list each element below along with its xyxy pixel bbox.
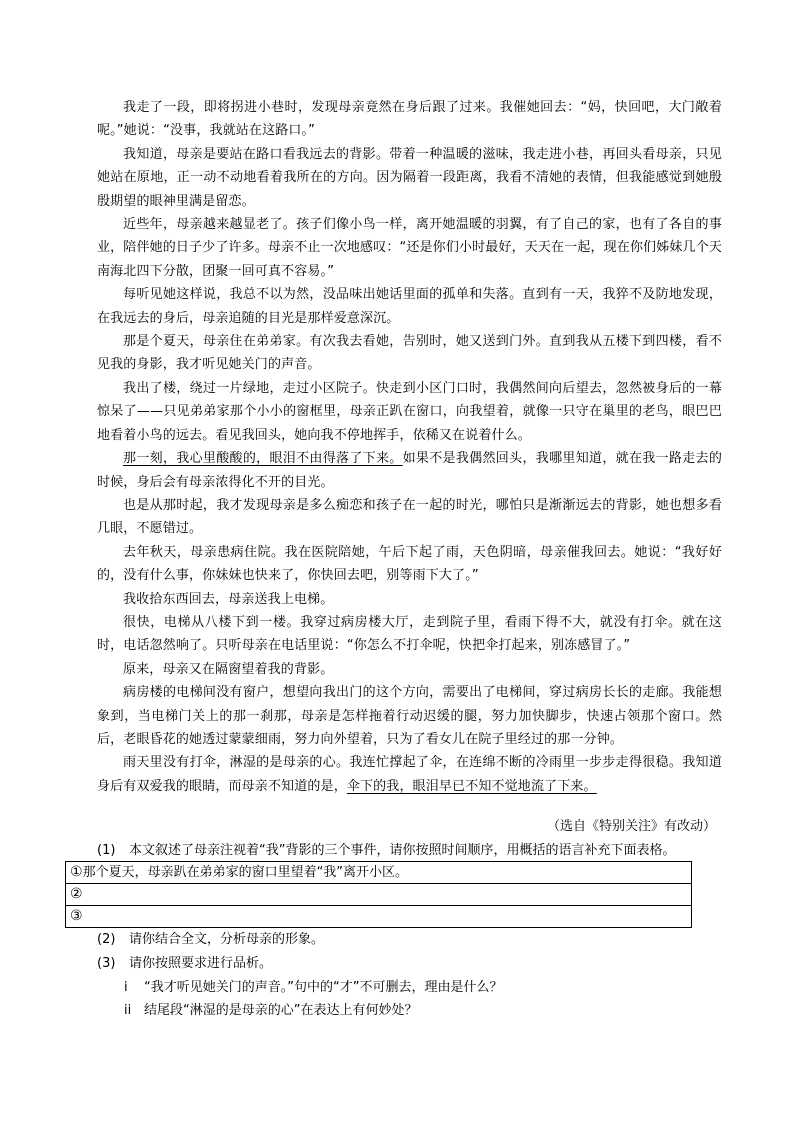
underlined-sentence: 那一刻，我心里酸酸的，眼泪不由得落了下来。 bbox=[123, 451, 403, 467]
underlined-sentence: 伞下的我，眼泪早已不知不觉地流了下来。 bbox=[346, 778, 597, 794]
question-number: (2) bbox=[97, 932, 116, 947]
cell-text: 那个夏天，母亲趴在弟弟家的窗口里望着“我”离开小区。 bbox=[82, 865, 409, 880]
table-row bbox=[66, 906, 692, 928]
sub-question-number: i bbox=[124, 980, 128, 995]
question-number: (1) bbox=[97, 843, 116, 858]
row-marker: ② bbox=[70, 886, 83, 902]
row-marker: ① bbox=[70, 864, 83, 880]
question-text: 本文叙述了母亲注视着“我”背影的三个事件，请你按照时间顺序，用概括的语言补充下面表格。 bbox=[129, 843, 676, 858]
paragraph-text: 如果不是我偶然回头，我哪里知道，就在我一路走去的时候，身后会有母亲浓得化不开的目光。 bbox=[97, 451, 722, 490]
reading-passage bbox=[97, 96, 722, 798]
table-row bbox=[66, 884, 692, 906]
sub-question-ii bbox=[124, 999, 417, 1022]
sub-question-number: ii bbox=[124, 1003, 132, 1018]
paragraph: 也是从那时起，我才发现母亲是多么痴恋和孩子在一起的时光，哪怕只是渐渐远去的背影，她也想多看几眼，不愿错过。 bbox=[97, 497, 722, 537]
table-cell[interactable] bbox=[66, 862, 692, 884]
paragraph: 病房楼的电梯间没有窗户，想望向我出门的这个方向，需要出了电梯间，穿过病房长长的走廊。我能想象到，当电梯门关上的那一刹那，母亲是怎样拖着行动迟缓的腿，努力加快脚步，快速占领那个窗口。然后，老眼昏花的她透过蒙蒙细雨，努力向外望着，只为了看女儿在院子里经过的那一分钟。 bbox=[97, 685, 722, 747]
question-number: (3) bbox=[97, 956, 116, 971]
paragraph: 去年秋天，母亲患病住院。我在医院陪她，午后下起了雨，天色阴暗，母亲催我回去。她说：“我好好的，没有什么事，你妹妹也快来了，你快回去吧，别等雨下大了。” bbox=[97, 544, 722, 584]
question-text: 请你按照要求进行品析。 bbox=[129, 956, 273, 971]
paragraph-text: 雨天里没有打伞，淋湿的是母亲的心。我连忙撑起了伞，在连绵不断的冷雨里一步步走得很稳。我知道身后有双爱我的眼睛，而母亲不知道的是， bbox=[97, 755, 722, 794]
paragraph: 我走了一段，即将拐进小巷时，发现母亲竟然在身后跟了过来。我催她回去：“妈，快回吧，大门敞着呢。”她说：“没事，我就站在这路口。” bbox=[97, 100, 722, 139]
paragraph: 我出了楼，绕过一片绿地，走过小区院子。快走到小区门口时，我偶然间向后望去，忽然被身后的一幕惊呆了——只见弟弟家那个小小的窗框里，母亲正趴在窗口，向我望着，就像一只守在巢里的老鸟，眼巴巴地看着小鸟的远去。看见我回头，她向我不停地挥手，依稀又在说着什么。 bbox=[97, 380, 722, 443]
paragraph bbox=[97, 447, 722, 494]
sub-question-text: “我才听见她关门的声音。”句中的“才”不可删去，理由是什么？ bbox=[144, 980, 503, 995]
question-3 bbox=[97, 952, 272, 975]
paragraph: 我收拾东西回去，母亲送我上电梯。 bbox=[123, 591, 334, 607]
paragraph: 每听见她这样说，我总不以为然，没品味出她话里面的孤单和失落。直到有一天，我猝不及防地发现，在我远去的身后，母亲追随的目光是那样爱意深沉。 bbox=[97, 287, 722, 326]
table-cell[interactable] bbox=[66, 884, 692, 906]
answer-table bbox=[65, 861, 692, 928]
question-1 bbox=[97, 839, 727, 862]
source-note: （选自《特别关注》有改动） bbox=[546, 819, 716, 834]
question-text: 请你结合全文，分析母亲的形象。 bbox=[129, 932, 325, 947]
paragraph: 原来，母亲又在隔窗望着我的背影。 bbox=[123, 661, 334, 677]
question-2 bbox=[97, 928, 324, 951]
paragraph: 那是个夏天，母亲住在弟弟家。有次我去看她，告别时，她又送到门外。直到我从五楼下到四楼，看不见我的身影，我才听见她关门的声音。 bbox=[97, 334, 722, 373]
sub-question-text: 结尾段“淋湿的是母亲的心”在表达上有何妙处？ bbox=[144, 1003, 418, 1018]
paragraph: 我知道，母亲是要站在路口看我远去的背影。带着一种温暖的滋味，我走进小巷，再回头看母亲，只见她站在原地，正一动不动地看着我所在的方向。因为隔着一段距离，我看不清她的表情，但我能感觉到她殷殷期望的眼神里满是留恋。 bbox=[97, 146, 722, 209]
paragraph: 近些年，母亲越来越显老了。孩子们像小鸟一样，离开她温暖的羽翼，有了自己的家，也有了各自的事业，陪伴她的日子少了许多。母亲不止一次地感叹：“还是你们小时最好，天天在一起，现在你们姊妹几个天南海北四下分散，团聚一回可真不容易。” bbox=[97, 217, 722, 279]
paragraph: 很快，电梯从八楼下到一楼。我穿过病房楼大厅，走到院子里，看雨下得不大，就没有打伞。就在这时，电话忽然响了。只听母亲在电话里说：“你怎么不打伞呢，快把伞打起来，别冻感冒了。” bbox=[97, 614, 722, 654]
table-row bbox=[66, 862, 692, 884]
sub-question-i bbox=[124, 976, 502, 999]
paragraph bbox=[97, 751, 722, 798]
table-cell[interactable] bbox=[66, 906, 692, 928]
row-marker: ③ bbox=[70, 908, 83, 924]
